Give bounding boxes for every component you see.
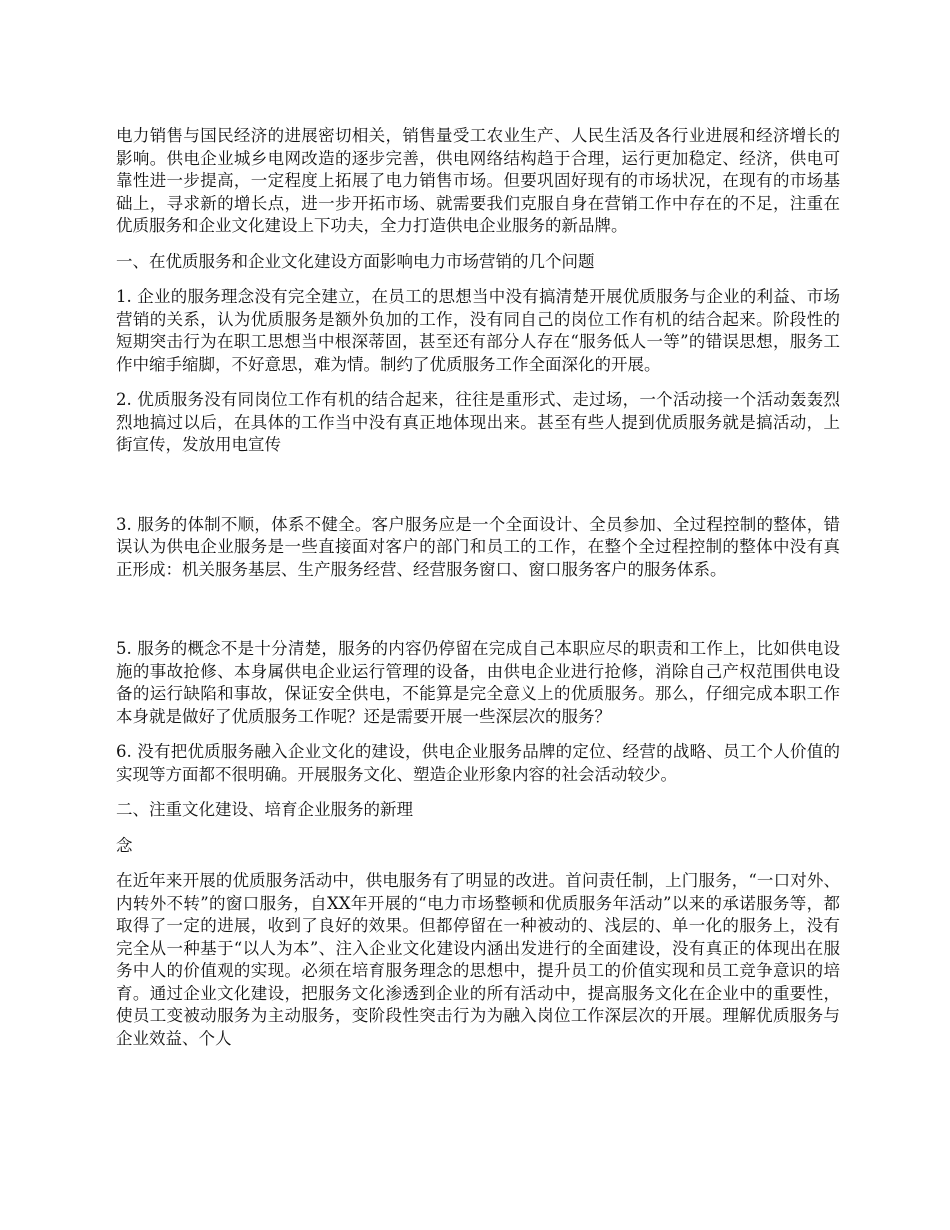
document-body	[116, 125, 840, 1063]
list-item-3: 3. 服务的体制不顺，体系不健全。客户服务应是一个全面设计、全员参加、全过程控制的整体，错误认为供电企业服务是一些直接面对客户的部门和员工的工作，在整个全过程控制的整体中没有真正形成：机关服务基层、生产服务经营、经营服务窗口、窗口服务客户的服务体系。	[116, 514, 840, 579]
list-item-6: 6. 没有把优质服务融入企业文化的建设，供电企业服务品牌的定位、经营的战略、员工个人价值的实现等方面都不很明确。开展服务文化、塑造企业形象内容的社会活动较少。	[116, 742, 840, 784]
section-heading-2-continued: 念	[116, 835, 133, 855]
list-item-2: 2. 优质服务没有同岗位工作有机的结合起来，往往是重形式、走过场，一个活动接一个活动轰轰烈烈地搞过以后，在具体的工作当中没有真正地体现出来。甚至有些人提到优质服务就是搞活动，上街宣传，发放用电宣传	[116, 390, 840, 454]
list-item-1: 1. 企业的服务理念没有完全建立，在员工的思想当中没有搞清楚开展优质服务与企业的利益、市场营销的关系，认为优质服务是额外负加的工作，没有同自己的岗位工作有机的结合起来。阶段性的短期突击行为在职工思想当中根深蒂固，甚至还有部分人存在“服务低人一等”的错误思想，服务工作中缩手缩脚，不好意思，难为情。制约了优质服务工作全面深化的开展。	[116, 287, 840, 374]
list-item-5: 5. 服务的概念不是十分清楚，服务的内容仍停留在完成自己本职应尽的职责和工作上，比如供电设施的事故抢修、本身属供电企业运行管理的设备，由供电企业进行抢修，消除自己产权范围供电设备的运行缺陷和事故，保证安全供电，不能算是完全意义上的优质服务。那么，仔细完成本职工作本身就是做好了优质服务工作呢？还是需要开展一些深层次的服务？	[116, 639, 840, 726]
body-paragraph-2: 在近年来开展的优质服务活动中，供电服务有了明显的改进。首问责任制，上门服务，“一口对外、内转外不转”的窗口服务，自XX年开展的“电力市场整顿和优质服务年活动”以来的承诺服务等，都取得了一定的进展，收到了良好的效果。但都停留在一种被动的、浅层的、单一化的服务上，没有完全从一种基于“以人为本”、注入企业文化建设内涵出发进行的全面建设，没有真正的体现出在服务中人的价值观的实现。必须在培育服务理念的思想中，提升员工的价值实现和员工竞争意识的培育。通过企业文化建设，把服务文化渗透到企业的所有活动中，提高服务文化在企业中的重要性，使员工变被动服务为主动服务，变阶段性突击行为为融入岗位工作深层次的开展。理解优质服务与企业效益、个人	[116, 871, 840, 1048]
section-heading-1: 一、在优质服务和企业文化建设方面影响电力市场营销的几个问题	[116, 251, 595, 271]
blank-gap	[116, 594, 840, 638]
section-heading-2: 二、注重文化建设、培育企业服务的新理	[116, 800, 413, 819]
blank-gap	[116, 470, 840, 514]
intro-paragraph: 电力销售与国民经济的进展密切相关，销售量受工农业生产、人民生活及各行业进展和经济增长的影响。供电企业城乡电网改造的逐步完善，供电网络结构趋于合理，运行更加稳定、经济，供电可靠性进一步提高，一定程度上拓展了电力销售市场。但要巩固好现有的市场状况，在现有的市场基础上，寻求新的增长点，进一步开拓市场、就需要我们克服自身在营销工作中存在的不足，注重在优质服务和企业文化建设上下功夫，全力打造供电企业服务的新品牌。	[116, 126, 840, 235]
